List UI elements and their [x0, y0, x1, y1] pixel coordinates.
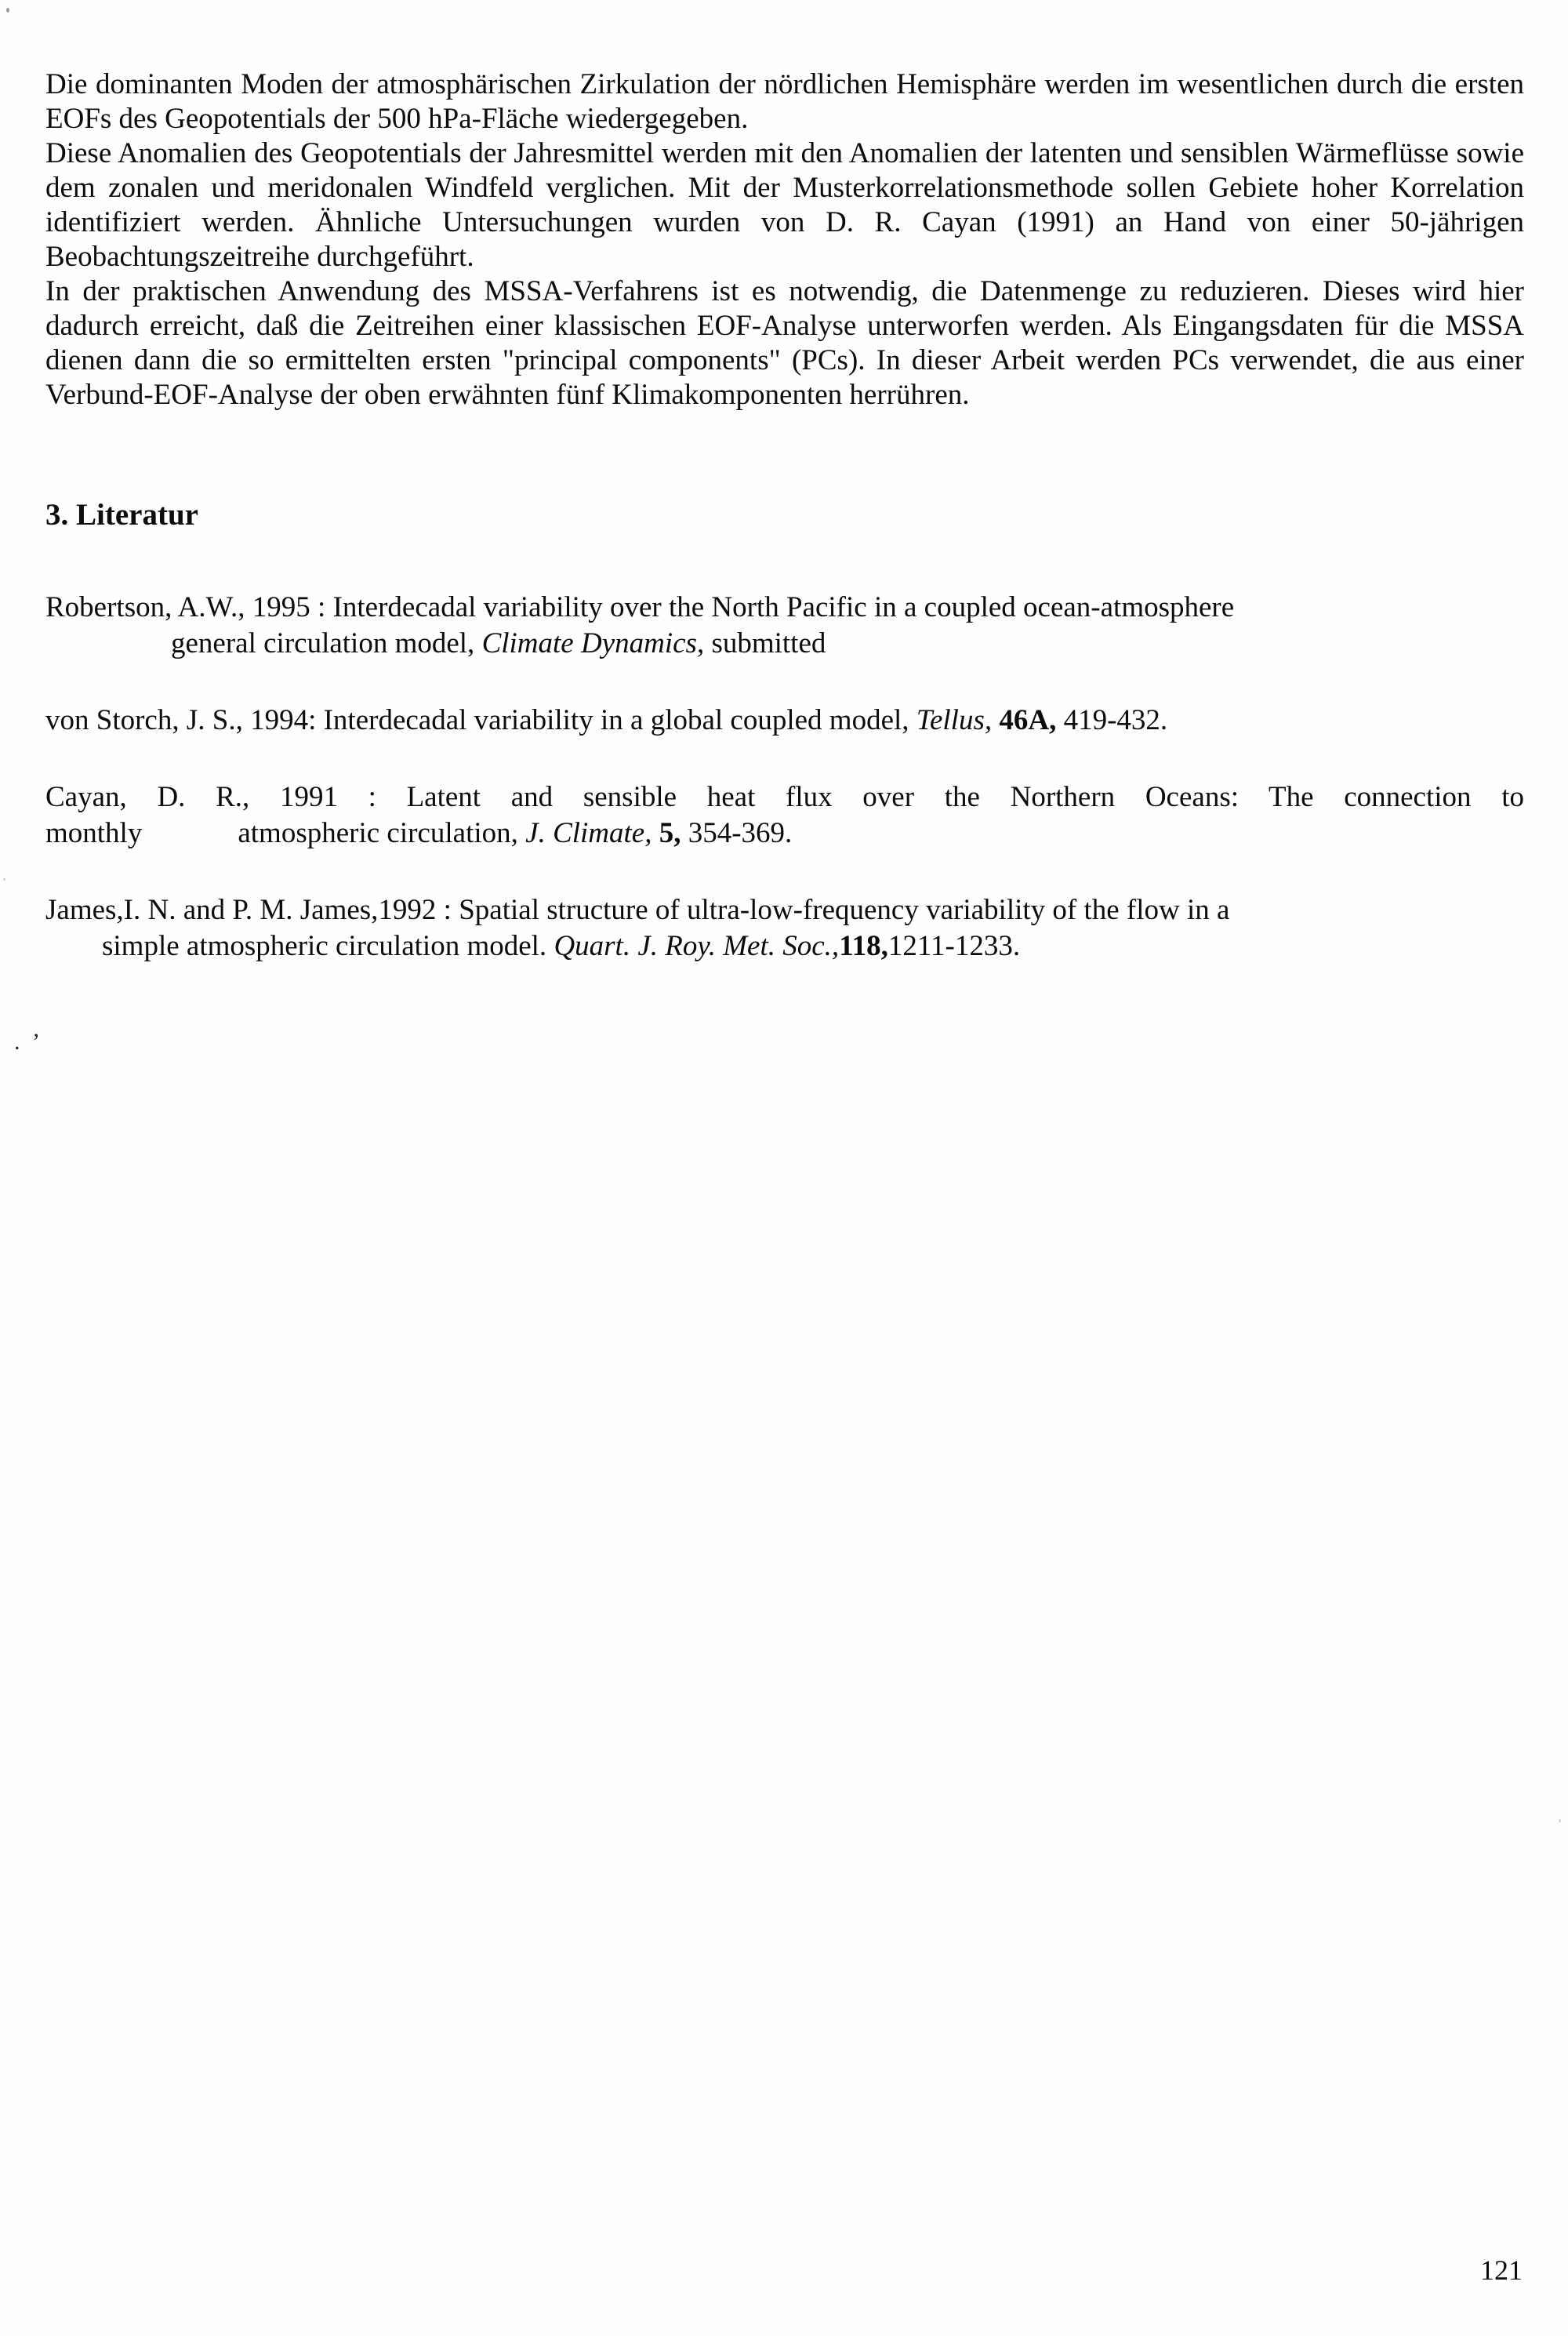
- reference-line: [45, 816, 1524, 852]
- ref-text: 354-369.: [688, 817, 793, 849]
- ref-text: 1211-1233.: [887, 930, 1021, 962]
- reference-vonstorch-1994: [45, 703, 1524, 739]
- ref-text: atmospheric circulation,: [238, 817, 526, 849]
- ref-text: Robertson, A.W., 1995 : Interdecadal variability over the North Pacific in a coupled ocean-atmosphere: [45, 591, 1235, 623]
- reference-line: [45, 703, 1524, 739]
- ref-journal: J. Climate,: [525, 817, 659, 849]
- reference-line: [45, 590, 1524, 626]
- scan-speck: [1559, 1819, 1561, 1822]
- paragraph-mssa: In der praktischen Anwendung des MSSA-Verfahrens ist es notwendig, die Datenmenge zu reduzieren. Dieses wird hier dadurch erreicht, daß die Zeitreihen einer klassischen EOF-Analyse unterworfen werden. Als Eingangsdaten für die MSSA dienen dann die so ermittelten ersten "principal components" (PCs). In dieser Arbeit werden PCs verwendet, die aus einer Verbund-EOF-Analyse der oben erwähnten fünf Klimakomponenten herrühren.: [45, 275, 1524, 411]
- ref-volume: 118,: [839, 930, 888, 962]
- ref-text: von Storch, J. S., 1994: Interdecadal variability in a global coupled model,: [45, 704, 916, 736]
- ref-text: simple atmospheric circulation model.: [102, 930, 554, 962]
- body-text: [45, 67, 1524, 412]
- reference-list: [45, 590, 1524, 965]
- reference-james-1992: [45, 892, 1524, 965]
- reference-line: [45, 779, 1524, 816]
- scan-artifact: . ’: [14, 1029, 43, 1055]
- ref-text: general circulation model,: [171, 627, 482, 659]
- ref-text: 419-432.: [1063, 704, 1168, 736]
- reference-line: [102, 928, 1524, 965]
- reference-line: [171, 626, 1524, 662]
- ref-text: Cayan, D. R., 1991 : Latent and sensible heat flux over the Northern Oceans: The connection to: [45, 781, 1524, 813]
- reference-cayan-1991: [45, 779, 1524, 852]
- section-heading-literatur: 3. Literatur: [45, 498, 198, 532]
- paragraph-anomalien: Diese Anomalien des Geopotentials der Jahresmittel werden mit den Anomalien der latenten und sensiblen Wärmeflüsse sowie dem zonalen und meridonalen Windfeld verglichen. Mit der Musterkorrelationsmethode sollen Gebiete hoher Korrelation identifiziert werden. Ähnliche Untersuchungen wurden von D. R. Cayan (1991) an Hand von einer 50-jährigen Beobachtungszeitreihe durchgeführt.: [45, 137, 1524, 273]
- ref-text: , submitted: [696, 627, 826, 659]
- ref-journal: Tellus,: [916, 704, 1000, 736]
- ref-volume: 46A,: [999, 704, 1064, 736]
- ref-journal: Climate Dynamics: [481, 627, 697, 659]
- page-content: [45, 67, 1524, 1005]
- page-number: 121: [1480, 2254, 1523, 2286]
- ref-journal: Quart. J. Roy. Met. Soc.,: [554, 930, 840, 962]
- paragraph-moden: Die dominanten Moden der atmosphärischen Zirkulation der nördlichen Hemisphäre werden im wesentlichen durch die ersten EOFs des Geopotentials der 500 hPa-Fläche wiedergegeben.: [45, 68, 1524, 135]
- ref-volume: 5,: [659, 817, 688, 849]
- reference-line: [45, 892, 1524, 928]
- ref-text: James,I. N. and P. M. James,1992 : Spatial structure of ultra-low-frequency variability of the flow in a: [45, 894, 1230, 926]
- ref-text: monthly: [45, 817, 143, 849]
- reference-robertson-1995: [45, 590, 1524, 662]
- scan-speck: [3, 878, 5, 881]
- scan-speck: [6, 8, 9, 13]
